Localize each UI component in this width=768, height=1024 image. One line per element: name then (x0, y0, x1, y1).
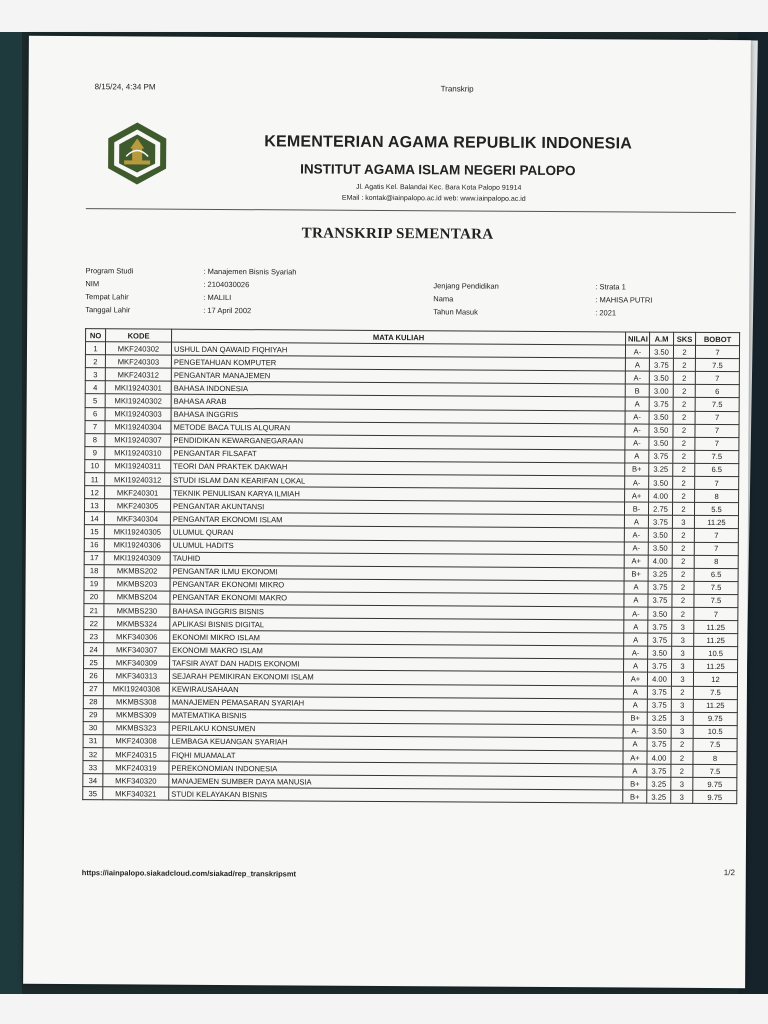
cell-nilai: B+ (623, 790, 647, 803)
grades-table-body (83, 342, 740, 804)
cell-nilai: B+ (623, 777, 647, 790)
cell-no: 12 (85, 486, 105, 499)
cell-nilai: A+ (623, 751, 647, 764)
cell-kode: MKI19240302 (105, 394, 171, 407)
cell-am: 4.00 (647, 751, 671, 764)
cell-kode: MKI19240309 (104, 551, 170, 564)
cell-bobot: 10.5 (694, 647, 738, 660)
cell-am: 3.75 (648, 620, 672, 633)
cell-kode: MKF340321 (103, 787, 169, 800)
cell-nilai: A- (625, 437, 649, 450)
cell-mata-kuliah: STUDI KELAYAKAN BISNIS (169, 787, 623, 803)
cell-sks: 2 (671, 764, 693, 777)
cell-no: 22 (84, 617, 104, 630)
header-am: A.M (650, 332, 674, 345)
cell-am: 3.50 (648, 529, 672, 542)
cell-mata-kuliah: PENGANTAR EKONOMI MIKRO (170, 578, 624, 594)
cell-no: 31 (83, 735, 103, 748)
cell-sks: 2 (672, 581, 694, 594)
cell-nilai: A- (624, 646, 648, 659)
cell-am: 3.50 (647, 725, 671, 738)
cell-nilai: B+ (623, 712, 647, 725)
cell-mata-kuliah: SEJARAH PEMIKIRAN EKONOMI ISLAM (169, 670, 623, 686)
cell-sks: 2 (672, 542, 694, 555)
cell-bobot: 7.5 (695, 398, 739, 411)
cell-mata-kuliah: EKONOMI MIKRO ISLAM (170, 630, 624, 646)
cell-sks: 2 (671, 738, 693, 751)
cell-no: 7 (85, 420, 105, 433)
cell-nilai: A (623, 685, 647, 698)
cell-kode: MKI19240303 (105, 407, 171, 420)
cell-am: 3.50 (649, 411, 673, 424)
cell-no: 13 (84, 499, 104, 512)
program-label: Program Studi (85, 266, 134, 276)
cell-am: 3.75 (647, 738, 671, 751)
nim-label: NIM (85, 279, 100, 289)
cell-no: 14 (84, 512, 104, 525)
birthdate-label: Tanggal Lahir (85, 305, 131, 315)
cell-sks: 3 (672, 660, 694, 673)
cell-no: 4 (85, 381, 105, 394)
cell-sks: 2 (671, 751, 693, 764)
cell-bobot: 7.5 (693, 738, 737, 751)
cell-bobot: 7 (695, 372, 739, 385)
cell-no: 19 (84, 577, 104, 590)
level-value: : Strata 1 (595, 282, 626, 292)
cell-am: 4.00 (648, 555, 672, 568)
cell-am: 3.75 (649, 358, 673, 371)
cell-kode: MKF340307 (104, 643, 170, 656)
cell-sks: 2 (672, 594, 694, 607)
cell-mata-kuliah: PENGETAHUAN KOMPUTER (171, 355, 625, 371)
cell-mata-kuliah: TAFSIR AYAT DAN HADIS EKONOMI (170, 657, 624, 673)
cell-no: 8 (85, 433, 105, 446)
cell-mata-kuliah: TAUHID (170, 552, 624, 568)
cell-no: 21 (84, 604, 104, 617)
birthplace-label: Tempat Lahir (85, 292, 129, 302)
cell-mata-kuliah: MATEMATIKA BISNIS (169, 709, 623, 725)
cell-am: 3.50 (649, 476, 673, 489)
cell-no: 5 (85, 394, 105, 407)
cell-sks: 2 (672, 529, 694, 542)
cell-sks: 3 (671, 699, 693, 712)
cell-am: 3.75 (649, 398, 673, 411)
cell-kode: MKF240319 (103, 761, 169, 774)
cell-kode: MKI19240310 (105, 447, 171, 460)
cell-am: 3.75 (647, 686, 671, 699)
cell-kode: MKF340313 (103, 669, 169, 682)
cell-nilai: A (624, 594, 648, 607)
cell-sks: 2 (673, 476, 695, 489)
cell-kode: MKF340309 (104, 656, 170, 669)
cell-am: 3.25 (647, 777, 671, 790)
cell-kode: MKF240315 (103, 748, 169, 761)
cell-bobot: 7.5 (695, 450, 739, 463)
cell-kode: MKI19240301 (105, 381, 171, 394)
print-title: Transkrip (440, 84, 474, 94)
cell-sks: 2 (673, 398, 695, 411)
cell-nilai: A (624, 659, 648, 672)
cell-mata-kuliah: BAHASA INDONESIA (171, 382, 625, 398)
cell-sks: 3 (672, 646, 694, 659)
cell-sks: 2 (672, 568, 694, 581)
birthplace-value: : MALILI (203, 292, 232, 303)
grades-table (82, 328, 740, 804)
cell-sks: 3 (671, 712, 693, 725)
cell-am: 3.50 (649, 424, 673, 437)
cell-no: 23 (84, 630, 104, 643)
cell-bobot: 7 (695, 476, 739, 489)
cell-sks: 3 (671, 777, 693, 790)
background-bottom (0, 994, 768, 1024)
cell-mata-kuliah: TEORI DAN PRAKTEK DAKWAH (171, 460, 625, 476)
cell-mata-kuliah: BAHASA INGGRIS BISNIS (170, 604, 624, 620)
cell-nilai: A- (623, 725, 647, 738)
cell-mata-kuliah: LEMBAGA KEUANGAN SYARIAH (169, 735, 623, 751)
cell-sks: 2 (673, 424, 695, 437)
cell-nilai: A- (624, 607, 648, 620)
cell-kode: MKMBS202 (104, 564, 170, 577)
cell-mata-kuliah: PENGANTAR EKONOMI ISLAM (170, 512, 624, 528)
cell-am: 3.00 (649, 384, 673, 397)
cell-am: 3.25 (648, 568, 672, 581)
year-label: Tahun Masuk (433, 307, 478, 317)
cell-nilai: A (624, 633, 648, 646)
program-value: : Manajemen Bisnis Syariah (203, 266, 297, 277)
cell-bobot: 9.75 (693, 791, 737, 804)
cell-mata-kuliah: TEKNIK PENULISAN KARYA ILMIAH (171, 486, 625, 502)
cell-nilai: B+ (624, 568, 648, 581)
header-no: NO (86, 329, 106, 342)
cell-am: 3.25 (647, 712, 671, 725)
cell-sks: 2 (673, 358, 695, 371)
cell-am: 3.75 (648, 659, 672, 672)
cell-sks: 2 (673, 463, 695, 476)
cell-sks: 3 (672, 620, 694, 633)
cell-kode: MKF340306 (104, 630, 170, 643)
cell-bobot: 7 (695, 424, 739, 437)
cell-no: 24 (84, 643, 104, 656)
cell-bobot: 9.75 (693, 778, 737, 791)
cell-bobot: 11.25 (694, 634, 738, 647)
cell-bobot: 11.25 (694, 620, 738, 633)
cell-kode: MKF240302 (105, 342, 171, 355)
cell-nilai: B (625, 384, 649, 397)
cell-am: 3.50 (649, 371, 673, 384)
cell-bobot: 6.5 (694, 568, 738, 581)
cell-sks: 2 (672, 502, 694, 515)
cell-mata-kuliah: PENGANTAR MANAJEMEN (171, 368, 625, 384)
cell-mata-kuliah: PENGANTAR FILSAFAT (171, 447, 625, 463)
cell-am: 3.50 (649, 437, 673, 450)
cell-kode: MKF240308 (103, 735, 169, 748)
cell-kode: MKF240312 (105, 368, 171, 381)
cell-nilai: A (623, 738, 647, 751)
cell-sks: 2 (673, 489, 695, 502)
cell-bobot: 7.5 (694, 594, 738, 607)
cell-bobot: 11.25 (694, 660, 738, 673)
cell-kode: MKF340304 (104, 512, 170, 525)
cell-no: 2 (85, 355, 105, 368)
cell-mata-kuliah: PEREKONOMIAN INDONESIA (169, 761, 623, 777)
cell-nilai: A- (625, 371, 649, 384)
cell-nilai: A (623, 764, 647, 777)
cell-nilai: A- (624, 541, 648, 554)
cell-no: 20 (84, 591, 104, 604)
cell-bobot: 7.5 (693, 686, 737, 699)
cell-nilai: B+ (625, 463, 649, 476)
cell-nilai: A- (625, 476, 649, 489)
cell-am: 3.25 (649, 463, 673, 476)
cell-bobot: 8 (694, 555, 738, 568)
cell-nilai: A+ (623, 672, 647, 685)
cell-mata-kuliah: MANAJEMEN PEMASARAN SYARIAH (169, 696, 623, 712)
cell-bobot: 7 (694, 607, 738, 620)
cell-no: 16 (84, 538, 104, 551)
birthdate-value: : 17 April 2002 (203, 305, 252, 316)
level-label: Jenjang Pendidikan (433, 281, 499, 291)
cell-no: 34 (83, 774, 103, 787)
cell-kode: MKF240303 (105, 355, 171, 368)
cell-sks: 2 (671, 686, 693, 699)
cell-kode: MKF240305 (104, 499, 170, 512)
cell-kode: MKMBS324 (104, 617, 170, 630)
page-number: 1/2 (723, 868, 735, 878)
cell-no: 30 (83, 721, 103, 734)
cell-no: 18 (84, 564, 104, 577)
header-sks: SKS (674, 332, 696, 345)
cell-kode: MKMBS308 (103, 695, 169, 708)
background-top (0, 0, 768, 32)
cell-nilai: A- (625, 424, 649, 437)
cell-no: 33 (83, 761, 103, 774)
cell-no: 26 (83, 669, 103, 682)
footer-url: https://iainpalopo.siakadcloud.com/siakad/rep_transkripsmt (81, 868, 297, 879)
cell-am: 3.50 (648, 542, 672, 555)
cell-no: 10 (85, 460, 105, 473)
cell-am: 3.75 (649, 450, 673, 463)
cell-kode: MKMBS203 (104, 578, 170, 591)
institute-address: Jl. Agatis Kel. Balandai Kec. Bara Kota Palopo 91914 (355, 183, 522, 192)
cell-kode: MKI19240307 (105, 434, 171, 447)
cell-am: 4.00 (649, 489, 673, 502)
cell-no: 28 (83, 695, 103, 708)
cell-sks: 3 (672, 516, 694, 529)
cell-am: 3.50 (649, 345, 673, 358)
header-nilai: NILAI (626, 332, 650, 345)
cell-am: 4.00 (647, 673, 671, 686)
cell-kode: MKI19240308 (103, 682, 169, 695)
header-kode: KODE (106, 329, 172, 342)
cell-nilai: A (623, 699, 647, 712)
cell-kode: MKF340320 (103, 774, 169, 787)
cell-bobot: 12 (693, 673, 737, 686)
cell-no: 17 (84, 551, 104, 564)
cell-no: 15 (84, 525, 104, 538)
cell-no: 29 (83, 708, 103, 721)
cell-kode: MKMBS204 (104, 591, 170, 604)
cell-mata-kuliah: BAHASA ARAB (171, 395, 625, 411)
cell-nilai: A (624, 581, 648, 594)
cell-bobot: 5.5 (694, 503, 738, 516)
cell-sks: 2 (673, 437, 695, 450)
cell-kode: MKMBS323 (103, 722, 169, 735)
cell-am: 3.25 (647, 790, 671, 803)
cell-kode: MKMBS309 (103, 708, 169, 721)
cell-mata-kuliah: PENDIDIKAN KEWARGANEGARAAN (171, 434, 625, 450)
cell-sks: 3 (671, 673, 693, 686)
cell-mata-kuliah: PENGANTAR ILMU EKONOMI (170, 565, 624, 581)
cell-bobot: 9.75 (693, 712, 737, 725)
cell-no: 1 (85, 342, 105, 355)
cell-bobot: 7 (695, 345, 739, 358)
cell-nilai: A+ (624, 555, 648, 568)
cell-bobot: 7 (694, 529, 738, 542)
cell-bobot: 7 (695, 437, 739, 450)
cell-mata-kuliah: KEWIRAUSAHAAN (169, 683, 623, 699)
cell-am: 3.50 (648, 646, 672, 659)
cell-am: 3.75 (647, 699, 671, 712)
cell-kode: MKI19240312 (105, 473, 171, 486)
cell-mata-kuliah: PERILAKU KONSUMEN (169, 722, 623, 738)
cell-mata-kuliah: USHUL DAN QAWAID FIQHIYAH (171, 342, 625, 358)
cell-am: 3.75 (648, 581, 672, 594)
cell-bobot: 6 (695, 385, 739, 398)
cell-bobot: 8 (695, 490, 739, 503)
cell-nilai: A (625, 397, 649, 410)
cell-no: 25 (84, 656, 104, 669)
document-title: TRANSKRIP SEMENTARA (301, 225, 494, 243)
cell-no: 9 (85, 446, 105, 459)
year-value: : 2021 (595, 308, 617, 318)
table-row (83, 787, 737, 804)
cell-bobot: 7.5 (695, 359, 739, 372)
cell-no: 11 (85, 473, 105, 486)
institute-contact: EMail : kontak@iainpalopo.ac.id web: www.iainpalopo.ac.id (341, 194, 526, 203)
cell-sks: 2 (673, 411, 695, 424)
cell-kode: MKI19240304 (105, 420, 171, 433)
cell-no: 3 (85, 368, 105, 381)
cell-bobot: 11.25 (694, 516, 738, 529)
cell-mata-kuliah: MANAJEMEN SUMBER DAYA MANUSIA (169, 774, 623, 790)
cell-sks: 2 (672, 607, 694, 620)
name-label: Nama (433, 294, 454, 304)
cell-sks: 3 (671, 791, 693, 804)
cell-am: 3.50 (648, 607, 672, 620)
cell-mata-kuliah: ULUMUL HADITS (170, 539, 624, 555)
cell-mata-kuliah: BAHASA INGGRIS (171, 408, 625, 424)
cell-mata-kuliah: METODE BACA TULIS ALQURAN (171, 421, 625, 437)
cell-bobot: 7 (694, 542, 738, 555)
header-bobot: BOBOT (696, 332, 740, 345)
cell-am: 3.75 (648, 633, 672, 646)
cell-sks: 2 (673, 385, 695, 398)
cell-mata-kuliah: APLIKASI BISNIS DIGITAL (170, 617, 624, 633)
cell-no: 35 (83, 787, 103, 800)
cell-kode: MKI19240305 (104, 525, 170, 538)
header-mata-kuliah: MATA KULIAH (172, 329, 626, 345)
cell-bobot: 6.5 (695, 463, 739, 476)
cell-bobot: 11.25 (693, 699, 737, 712)
cell-no: 32 (83, 748, 103, 761)
cell-am: 3.75 (648, 594, 672, 607)
background-left (0, 32, 22, 994)
ministry-name: KEMENTERIAN AGAMA REPUBLIK INDONESIA (264, 133, 633, 153)
cell-am: 2.75 (648, 502, 672, 515)
cell-bobot: 7.5 (693, 764, 737, 777)
cell-no: 6 (85, 407, 105, 420)
cell-mata-kuliah: ULUMUL QURAN (170, 526, 624, 542)
cell-nilai: A (624, 515, 648, 528)
cell-bobot: 7.5 (694, 581, 738, 594)
cell-sks: 3 (672, 633, 694, 646)
iain-palopo-logo-icon (104, 120, 170, 186)
cell-nilai: A+ (625, 489, 649, 502)
cell-kode: MKI19240311 (105, 460, 171, 473)
cell-am: 3.75 (648, 515, 672, 528)
cell-nilai: A- (625, 411, 649, 424)
cell-nilai: B- (624, 502, 648, 515)
cell-mata-kuliah: FIQHI MUAMALAT (169, 748, 623, 764)
cell-sks: 2 (672, 555, 694, 568)
cell-nilai: A (625, 358, 649, 371)
cell-kode: MKMBS230 (104, 604, 170, 617)
cell-nilai: A (625, 450, 649, 463)
print-date: 8/15/24, 4:34 PM (94, 82, 156, 92)
cell-nilai: A- (624, 528, 648, 541)
cell-mata-kuliah: STUDI ISLAM DAN KEARIFAN LOKAL (171, 473, 625, 489)
cell-bobot: 8 (693, 751, 737, 764)
cell-am: 3.75 (647, 764, 671, 777)
cell-mata-kuliah: PENGANTAR AKUNTANSI (170, 499, 624, 515)
cell-nilai: A (624, 620, 648, 633)
letterhead-divider (86, 208, 736, 213)
institute-name: INSTITUT AGAMA ISLAM NEGERI PALOPO (300, 161, 576, 179)
cell-sks: 3 (671, 725, 693, 738)
cell-bobot: 7 (695, 411, 739, 424)
cell-nilai: A- (625, 345, 649, 358)
cell-kode: MKI19240306 (104, 538, 170, 551)
cell-sks: 2 (673, 372, 695, 385)
cell-no: 27 (83, 682, 103, 695)
cell-kode: MKF240301 (105, 486, 171, 499)
name-value: : MAHISA PUTRI (595, 295, 653, 305)
transcript-paper (23, 36, 751, 988)
cell-sks: 2 (673, 345, 695, 358)
cell-mata-kuliah: PENGANTAR EKONOMI MAKRO (170, 591, 624, 607)
nim-value: : 2104030026 (203, 279, 250, 290)
cell-mata-kuliah: EKONOMI MAKRO ISLAM (170, 643, 624, 659)
cell-sks: 2 (673, 450, 695, 463)
cell-bobot: 10.5 (693, 725, 737, 738)
